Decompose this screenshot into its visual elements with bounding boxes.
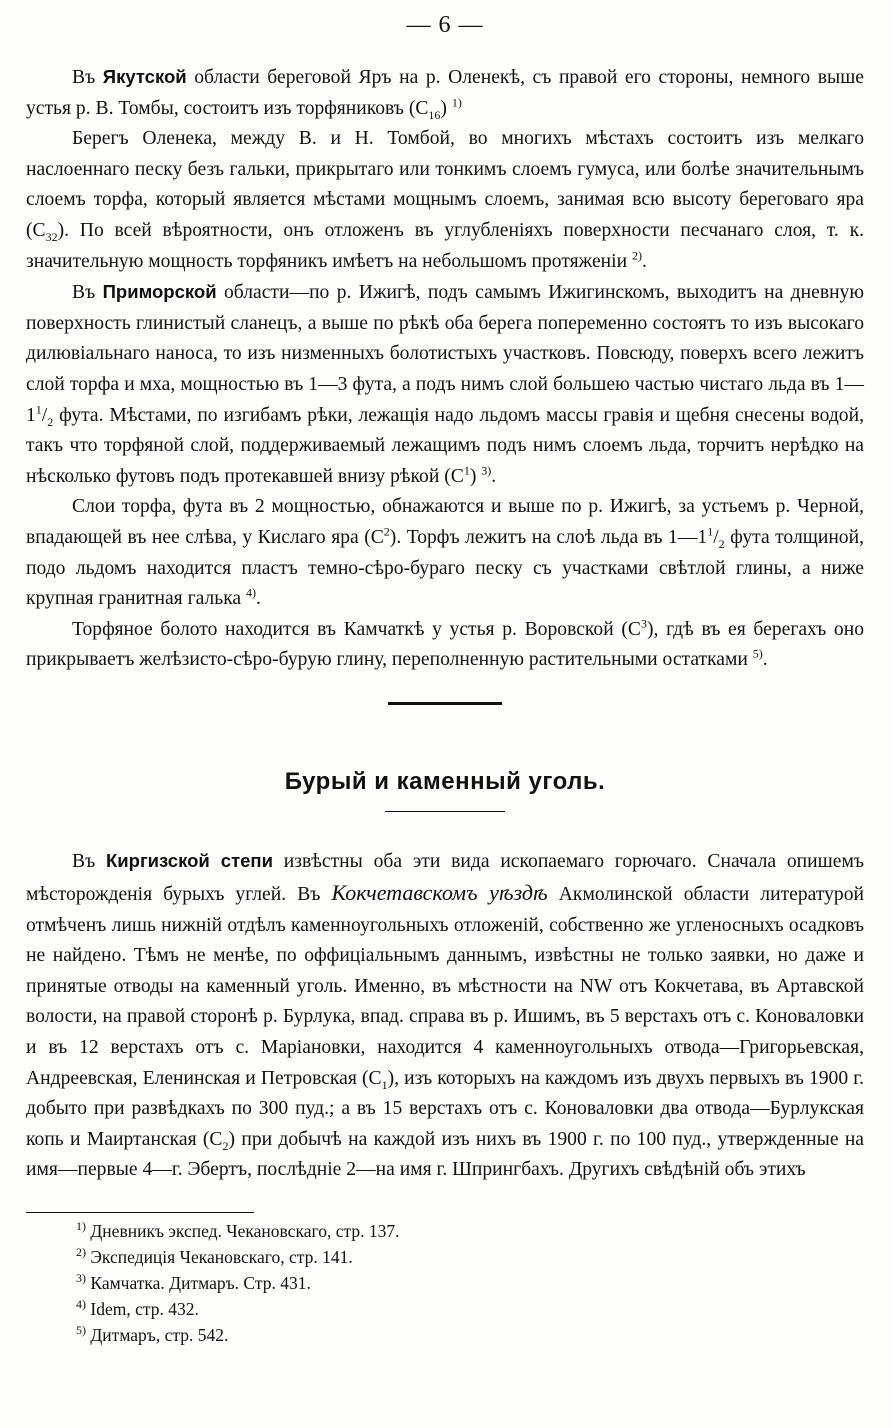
subscript: 32 xyxy=(45,229,58,244)
fraction-numerator: 1 xyxy=(707,524,714,539)
text: Слои торфа, фута въ 2 мощностью, обнажаются и выше по р. Ижигѣ, за устьемъ р. Черной, впадающей въ нее слѣва, у Кислаго яра (C xyxy=(26,496,864,548)
footnote-ref[interactable]: 4) xyxy=(246,585,257,600)
footnote-text: Экспедиція Чекановскаго, стр. 141. xyxy=(86,1247,353,1268)
text: Въ xyxy=(72,67,103,88)
footnote-mark: 4) xyxy=(76,1296,86,1311)
text: . xyxy=(762,649,768,671)
paragraph-yakutsk xyxy=(26,62,864,124)
text: области—по р. Ижигѣ, подъ самымъ Ижигинскомъ, выходитъ на дневную поверхность глинистый сланецъ, а выше по рѣкѣ оба берега попеременно состоятъ то изъ высокаго дилювіальнаго наноса, то изъ низменныхъ болотистыхъ участковъ. Повсюду, поверхъ всего лежитъ слой торфа и мха, мощностью въ 1—3 фута, а подъ нимъ слой большею частью чистаго льда въ 1—1 xyxy=(26,282,864,426)
text: . xyxy=(256,588,261,610)
heading-underline xyxy=(385,811,505,813)
region-name: Приморской xyxy=(102,281,217,303)
superscript: 3 xyxy=(641,616,647,631)
footnote-mark: 5) xyxy=(76,1322,86,1337)
text: Берегъ Оленека, между В. и Н. Томбой, во многихъ мѣстахъ состоитъ изъ мелкаго наслоеннаго песку безъ гальки, прикрытаго или тонкимъ слоемъ гумуса, или болѣе значительнымъ слоемъ торфа, который является мѣстами мощнымъ слоемъ, занимая всю высоту береговаго яра (C xyxy=(26,128,864,241)
text: Акмолинской области литературой отмѣченъ лишь нижній отдѣлъ каменноугольныхъ отложеній, собственно же угленосныхъ осадковъ не найдено. Тѣмъ не менѣе, по оффиціальнымъ даннымъ, извѣстны не только заявки, но даже и принятые отводы на каменный уголь. Именно, въ мѣстности на NW отъ Кокчетава, въ Артавской волости, на правой сторонѣ р. Бурлука, впад. справа въ р. Ишимъ, въ 5 верстахъ отъ с. Коноваловки и въ 12 верстахъ отъ с. Маріановки, находится 4 каменноугольныхъ отвода—Григорьевская, Андреевская, Еленинская и Петровская (C xyxy=(26,883,864,1089)
text: Въ xyxy=(72,851,106,873)
paragraph-olenek xyxy=(26,124,864,277)
footnote-mark: 2) xyxy=(76,1245,86,1260)
footnote xyxy=(26,1271,864,1297)
footnote-separator xyxy=(26,1212,254,1214)
footnote xyxy=(26,1245,864,1271)
text: . xyxy=(491,465,497,487)
paragraph-kamchatka xyxy=(26,615,864,676)
page-number: — 6 — xyxy=(406,12,484,38)
text: области береговой Яръ на р. Оленекѣ, съ правой его стороны, немного выше устья р. В. Томбы, состоитъ изъ торфяниковъ (C xyxy=(26,67,864,119)
text: фута. Мѣстами, по изгибамъ рѣки, лежащія надо льдомъ массы гравія и щебня снесены водой, такъ что торфяной слой, поддерживаемый лежащимъ подъ нимъ слоемъ льда, торчитъ нерѣдко на нѣсколько футовъ подъ протекавшей внизу рѣкой (C xyxy=(26,404,864,487)
footnote-ref[interactable]: 1) xyxy=(451,95,462,110)
region-name: Якутской xyxy=(102,66,187,87)
fraction-numerator: 1 xyxy=(35,402,42,416)
text: Торфяное болото находится въ Камчаткѣ у устья р. Воровской (C xyxy=(72,618,641,640)
footnote-mark: 3) xyxy=(76,1271,86,1286)
text: . xyxy=(641,250,647,272)
paragraph-primorsk: Въ Приморской области—по р. Ижигѣ, подъ самымъ Ижигинскомъ, выходитъ на дневную поверхность глинистый сланецъ, а выше по рѣкѣ оба берега попеременно состоятъ то изъ высокаго дилювіальнаго наноса, то изъ низменныхъ болотистыхъ участковъ. Повсюду, поверхъ всего лежитъ слой торфа и мха, мощностью въ 1—3 фута, а подъ нимъ слой большею частью чистаго льда въ $1—1^1/_2$ фута. Мѣстами, по изгибамъ рѣки, лежащія надо льдомъ массы гравія и щебня снесены водой, такъ что торфяной слой, поддерживаемый лежащимъ подъ нимъ слоемъ льда, торчитъ нерѣдко на нѣсколько футовъ подъ протекавшей внизу рѣкой $(C^1)$ $^{3)}$. xyxy=(26,281,864,487)
fraction-denominator: 2 xyxy=(718,536,725,551)
text: извѣстны оба эти вида ископаемаго горючаго. Сначала опишемъ мѣсторожденія бурыхъ углей. Въ xyxy=(26,851,864,905)
text: фута толщиной, подо льдомъ находится пластъ темно-сѣро-бураго песку съ участками свѣтлой глины, а ниже крупная гранитная галька xyxy=(26,526,864,610)
footnote xyxy=(26,1297,864,1323)
footnote-text: Дневникъ экспед. Чекановскаго, стр. 137. xyxy=(86,1221,400,1242)
text: ) при добычѣ на каждой изъ нихъ въ 1900 г. по 100 пуд., утвержденные на имя—первые 4—г. Эбертъ, послѣдніе 2—на имя г. Шпрингбахъ. Другихъ свѣдѣній объ этихъ xyxy=(26,1128,864,1181)
footnote-text: Камчатка. Дитмаръ. Стр. 431. xyxy=(86,1273,311,1293)
footnote-ref[interactable]: 5) xyxy=(752,646,763,661)
footnote xyxy=(26,1219,864,1245)
footnote xyxy=(26,1323,864,1349)
fraction-denominator: 2 xyxy=(47,414,54,429)
footnote-text: Idem, стр. 432. xyxy=(86,1298,199,1319)
section-divider xyxy=(388,702,502,705)
text: ) xyxy=(440,97,452,119)
text: ) xyxy=(469,465,482,487)
region-name: Киргизской степи xyxy=(106,850,273,872)
paragraph-izhiga: Слои торфа, фута въ 2 мощностью, обнажаются и выше по р. Ижигѣ, за устьемъ р. Черной, впадающей въ нее слѣва, у Кислаго яра $(C^2)$. Торфъ лежитъ на слоѣ льда въ $1—1^1/_2$ фута толщиной, подо льдомъ находится пластъ темно-сѣро-бураго песку съ участками свѣтлой глины, а ниже крупная гранитная галька $^{4)}$. xyxy=(26,496,864,610)
superscript: 2 xyxy=(383,524,390,539)
subscript: 2 xyxy=(222,1138,229,1153)
superscript: 1 xyxy=(463,463,470,478)
footnote-text: Дитмаръ, стр. 542. xyxy=(86,1324,229,1345)
text: Въ xyxy=(72,282,103,304)
uezd-name: Кокчетавскомъ уѣздѣ xyxy=(331,879,548,905)
text: ). Торфъ лежитъ на слоѣ льда въ 1—1 xyxy=(389,526,708,548)
subscript: 1 xyxy=(381,1077,388,1092)
section-heading: Бурый и каменный уголь. xyxy=(284,767,606,795)
footnote-ref[interactable]: 2) xyxy=(631,248,642,263)
text: ). По всей вѣроятности, онъ отложенъ въ углубленіяхъ поверхности песчанаго слоя, т. к. значительную мощность торфяникъ имѣетъ на небольшомъ протяженіи xyxy=(26,219,864,272)
text: ), гдѣ въ ея берегахъ оно прикрываетъ желѣзисто-сѣро-бурую глину, переполненную растительными остатками xyxy=(26,618,864,671)
paragraph-kirghiz-steppe xyxy=(26,846,864,1186)
text: ), изъ которыхъ на каждомъ изъ двухъ первыхъ въ 1900 г. добыто при развѣдкахъ по 300 пуд.; а въ 15 верстахъ отъ с. Коноваловки два отвода—Бурлукская копь и Маиртанская (C xyxy=(26,1067,864,1150)
footnote-ref[interactable]: 3) xyxy=(481,463,492,478)
subscript: 16 xyxy=(428,107,441,122)
footnote-mark: 1) xyxy=(76,1219,86,1234)
